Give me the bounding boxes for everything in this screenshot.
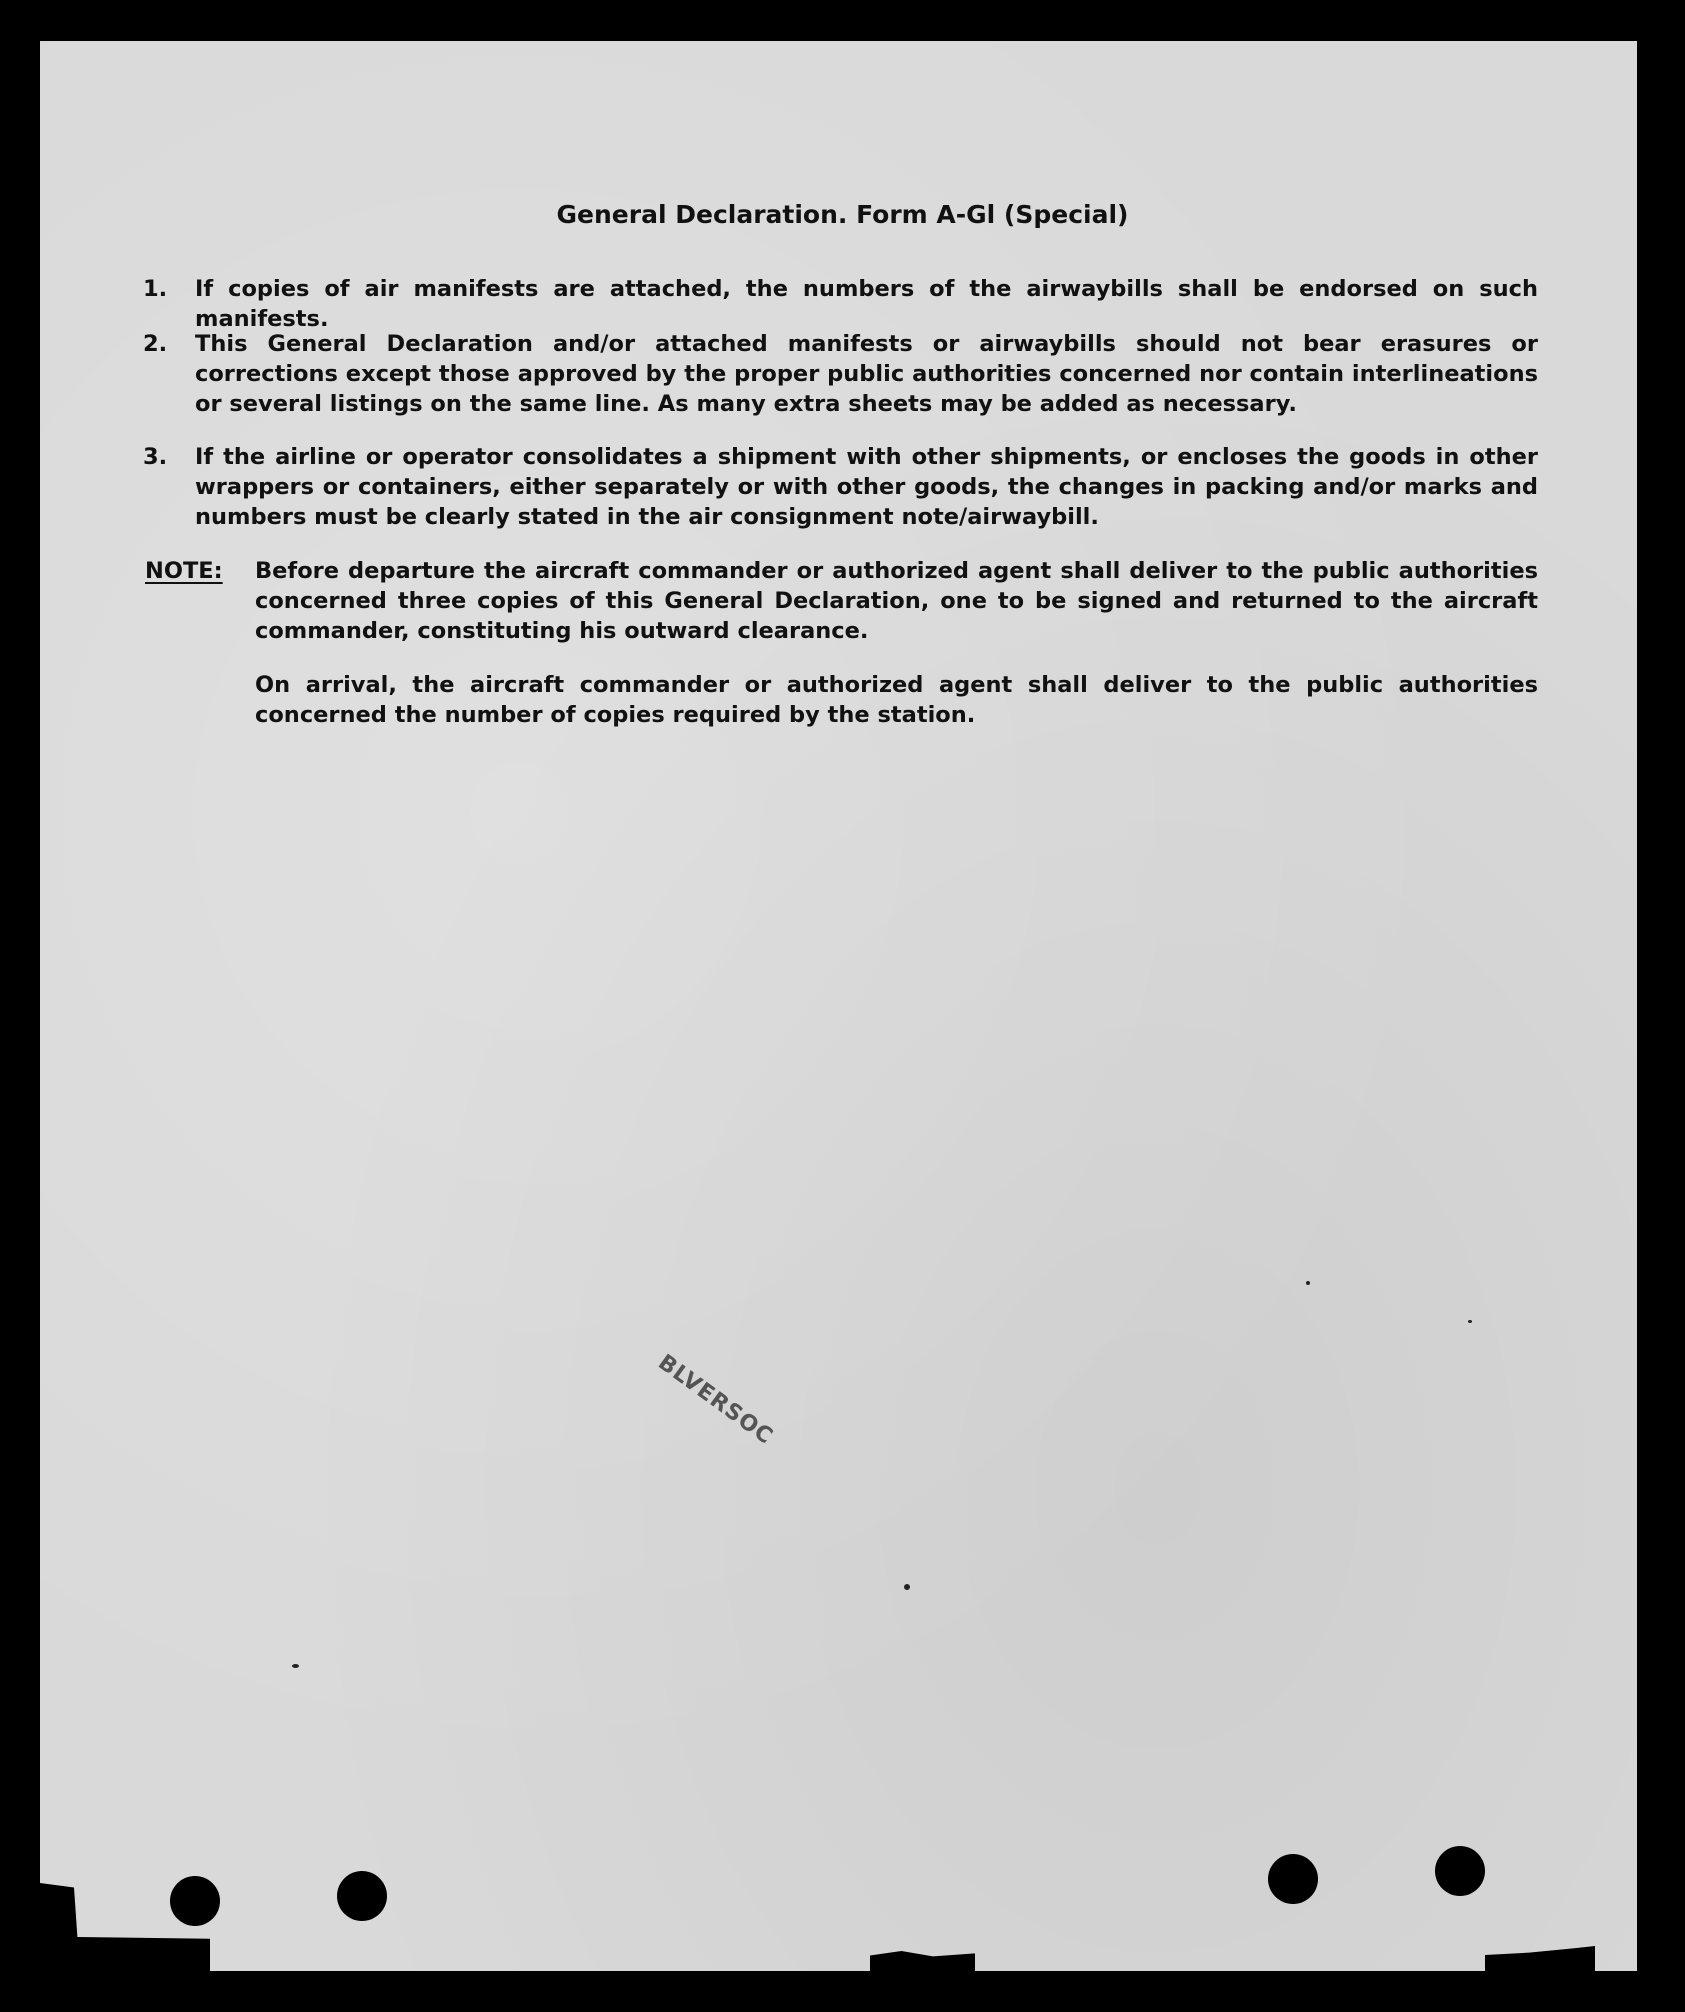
punch-hole — [170, 1876, 220, 1926]
document-title: General Declaration. Form A-Gl (Special) — [556, 200, 1129, 229]
item-number: 2. — [143, 331, 168, 357]
punch-hole — [1268, 1854, 1318, 1904]
dust-speck — [1468, 1320, 1472, 1323]
note-label: NOTE: — [145, 558, 223, 584]
dust-speck — [904, 1584, 910, 1590]
punch-hole — [337, 1871, 387, 1921]
note-paragraph: On arrival, the aircraft commander or authorized agent shall deliver to the public authorities concerned the number of copies required by the station. — [255, 672, 1538, 728]
rubber-stamp: BLVERSOC — [653, 1350, 778, 1450]
item-number: 1. — [143, 276, 168, 302]
item-text: If copies of air manifests are attached, the numbers of the airwaybills shall be endorsed on such manifests. — [195, 276, 1538, 332]
note-paragraph: Before departure the aircraft commander or authorized agent shall deliver to the public authorities concerned three copies of this General Declaration, one to be signed and returned to the aircraft commander, constituting his outward clearance. — [255, 558, 1538, 644]
item-text: This General Declaration and/or attached manifests or airwaybills should not bear erasures or corrections except those approved by the proper public authorities concerned nor contain interlineations or several listings on the same line. As many extra sheets may be added as necessary. — [195, 331, 1538, 417]
item-number: 3. — [143, 444, 168, 470]
dust-speck — [292, 1664, 299, 1668]
dust-speck — [1306, 1281, 1310, 1285]
item-text: If the airline or operator consolidates a shipment with other shipments, or encloses the goods in other wrappers or containers, either separately or with other goods, the changes in packing and/or marks and numbers must be clearly stated in the air consignment note/airwaybill. — [195, 444, 1538, 530]
punch-hole — [1435, 1846, 1485, 1896]
